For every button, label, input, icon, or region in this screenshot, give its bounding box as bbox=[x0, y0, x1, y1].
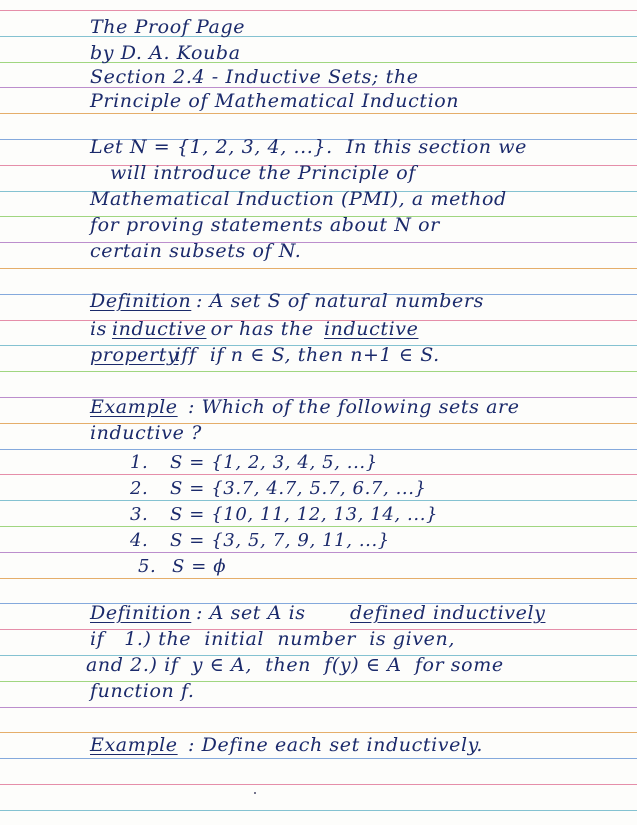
example-1-label: Example bbox=[90, 396, 178, 418]
page-title: The Proof Page bbox=[90, 16, 246, 38]
example-1-prompt-cont: inductive ? bbox=[90, 422, 202, 444]
intro-line-2: will introduce the Principle of bbox=[110, 162, 416, 184]
definition-1-line-2-c: or has the bbox=[204, 318, 321, 340]
intro-line-3: Mathematical Induction (PMI), a method bbox=[90, 188, 507, 210]
definition-2-line-1-mid: : A set A is bbox=[196, 602, 313, 624]
definition-2-label: Definition bbox=[90, 602, 192, 624]
section-heading-line2: Principle of Mathematical Induction bbox=[90, 90, 460, 112]
example-1-item-body: S = {3, 5, 7, 9, 11, ...} bbox=[170, 530, 390, 551]
definition-1-label: Definition bbox=[90, 290, 192, 312]
definition-2-line-2: if 1.) the initial number is given, bbox=[90, 628, 456, 650]
example-1-item-number: 4. bbox=[130, 530, 149, 551]
section-heading-line1: Section 2.4 - Inductive Sets; the bbox=[90, 66, 419, 88]
example-1-item-body: S = {10, 11, 12, 13, 14, ...} bbox=[170, 504, 439, 525]
example-2-text: : Define each set inductively. bbox=[188, 734, 484, 756]
example-1-item-number: 3. bbox=[130, 504, 149, 525]
definition-1-line-2-a: is bbox=[90, 318, 114, 340]
definition-1-property-term: property bbox=[90, 344, 179, 366]
byline: by D. A. Kouba bbox=[90, 42, 241, 64]
definition-2-defined-inductively-term: defined inductively bbox=[350, 602, 546, 624]
example-1-item-body: S = {1, 2, 3, 4, 5, ...} bbox=[170, 452, 378, 473]
definition-1-line-3: iff if n ∈ S, then n+1 ∈ S. bbox=[168, 344, 440, 366]
intro-line-5: certain subsets of N. bbox=[90, 240, 302, 262]
definition-1-line-1: : A set S of natural numbers bbox=[196, 290, 484, 312]
example-2-label: Example bbox=[90, 734, 178, 756]
example-1-item-number: 1. bbox=[130, 452, 149, 473]
example-1-prompt: : Which of the following sets are bbox=[188, 396, 520, 418]
definition-1-inductive-term-2: inductive bbox=[324, 318, 419, 340]
definition-1-inductive-term: inductive bbox=[112, 318, 207, 340]
example-1-item-number: 5. bbox=[138, 556, 157, 577]
example-1-item-body: S = {3.7, 4.7, 5.7, 6.7, ...} bbox=[170, 478, 427, 499]
intro-line-4: for proving statements about N or bbox=[90, 214, 440, 236]
stray-ink-dot bbox=[254, 792, 256, 794]
definition-2-line-4: function f. bbox=[90, 680, 195, 702]
example-1-item-body: S = ϕ bbox=[172, 556, 227, 577]
intro-line-1: Let N = {1, 2, 3, 4, ...}. In this section we bbox=[90, 136, 527, 158]
example-1-item-number: 2. bbox=[130, 478, 149, 499]
definition-2-line-3: and 2.) if y ∈ A, then f(y) ∈ A for some bbox=[86, 654, 504, 676]
